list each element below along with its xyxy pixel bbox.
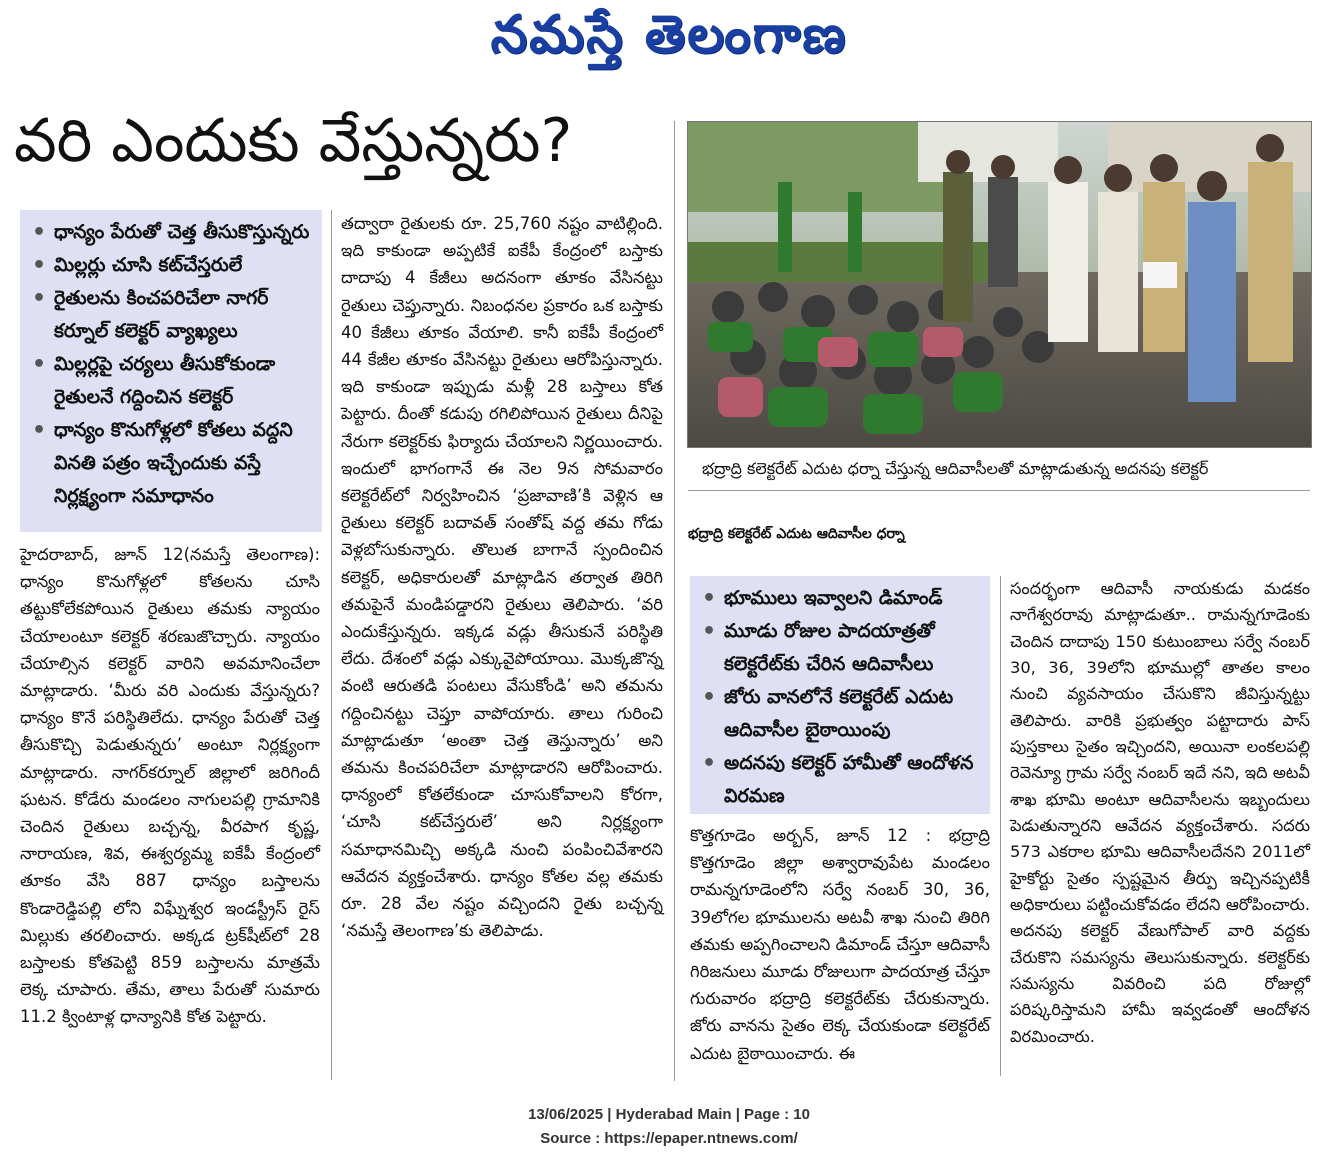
column-divider: [331, 210, 332, 1080]
article2-column-2: [1010, 576, 1310, 1050]
footer-source: Source : https://epaper.ntnews.com/: [540, 1130, 798, 1147]
footer-date-edition: 13/06/2025 | Hyderabad Main | Page : 10: [528, 1106, 810, 1123]
article1-highlights-box: [20, 210, 322, 532]
article2-body-text: కొత్తగూడెం అర్బన్‌, జూన్‌ 12 : భద్రాద్రి కొత్తగూడెం జిల్లా అశ్వారావుపేట మండలం రామన్నగూడెంలోని సర్వే నంబర్‌ 30, 36, 39లోగల భూములను అటవీ శాఖ నుంచి తిరిగి తమకు అప్పగించాలని డిమాండ్‌ చేస్తూ ఆదివాసీ గిరిజనులు మూడు రోజులుగా పాదయాత్ర చేస్తూ గురువారం భద్రాద్రి కలెక్టరేట్‌కు చేరుకున్నారు. జోరు వానను సైతం లెక్క చేయకుండా కలెక్టరేట్‌ ఎదుట బైఠాయించారు. ఈ: [690, 826, 990, 1063]
bullet-icon: •: [702, 586, 717, 611]
bullet-icon: •: [32, 418, 47, 443]
article1-headline: వరి ఎందుకు వేస్తున్నరు?: [14, 106, 573, 176]
highlight-item: • అదనపు కలెక్టర్‌ హామీతో ఆందోళన విరమణ: [698, 747, 986, 813]
highlight-item: • మిల్లర్లు చూసి కట్‌చేస్తరులే: [28, 249, 318, 282]
column-divider: [1000, 576, 1001, 1076]
highlight-item: • మిల్లర్లపై చర్యలు తీసుకోకుండా రైతులనే గద్దించిన కలెక్టర్‌: [28, 348, 318, 414]
article1-body-text: తద్వారా రైతులకు రూ. 25,760 నష్టం వాటిల్లింది. ఇది కాకుండా అప్పటికే ఐకేపీ కేంద్రంలో బస్తాకు దాదాపు 4 కేజీలు అదనంగా తూకం వేసినట్టు రైతులు చెప్తున్నారు. నిబంధనల ప్రకారం ఒక బస్తాకు 40 కేజీలు తూకం వేయాలి. కానీ ఐకేపీ కేంద్రంలో 44 కేజీల తూకం వేసినట్టు రైతులు ఆరోపిస్తున్నారు. ఇది కాకుండా ఇప్పుడు మళ్లీ 28 బస్తాలు కోత పెట్టారు. దీంతో కడుపు రగిలిపోయిన రైతులు దీనిపై నేరుగా కలెక్టర్‌కు ఫిర్యాదు చేయాలని నిర్ణయించారు. ఇందులో భాగంగానే ఈ నెల 9న సోమవారం కలెక్టరేట్‌లో నిర్వహించిన ‘ప్రజావాణి’కి వెళ్లిన ఆ రైతులు కలెక్టర్‌ బదావత్‌ సంతోష్‌ వద్ద తమ గోడు వెళ్లబోసుకున్నారు. తొలుత బాగానే స్పందించిన కలెక్టర్‌, అధికారులతో మాట్లాడిన తర్వాత తిరిగి తమపైనే మండిపడ్డారని రైతులు తెలిపారు. ‘వరి ఎందుకేస్తున్నరు. ఇక్కడ వడ్లు తీసుకునే పరిస్థితి లేదు. దేశంలో వడ్లు ఎక్కువైపోయాయి. మొక్కజొన్న వంటి ఆరుతడి పంటలు వేసుకోండి’ అని తమను గద్దించినట్టు చెప్తూ వాపోయారు. తాలు గురించి మాట్లాడుతూ ‘అంతా చెత్త తెస్తున్నారు’ అని తమను కించపరిచేలా మాట్లాడారని ఆరోపించారు. ధాన్యంలో కోతలేకుండా చూసుకోవాలని కోరగా, ‘చూసి కట్‌చేస్తరులే’ అని నిర్లక్ష్యంగా సమాధానమిచ్చి అక్కడి నుంచి పంపించివేశారని ఆవేదన వ్యక్తంచేశారు. ధాన్యం కోతల వల్ల తమకు రూ. 28 వేల నష్టం వచ్చిందని రైతు బచ్చన్న ‘నమస్తే తెలంగాణ’కు తెలిపాడు.: [341, 214, 663, 941]
section-divider: [674, 121, 675, 1081]
highlight-item: • రైతులను కించపరిచేలా నాగర్‌ కర్నూల్‌ కలెక్టర్‌ వ్యాఖ్యలు: [28, 282, 318, 348]
newspaper-logo: నమస్తే తెలంగాణ: [490, 4, 848, 65]
highlight-item: • జోరు వానలోనే కలెక్టరేట్‌ ఎదుట ఆదివాసీల బైఠాయింపు: [698, 681, 986, 747]
photo-caption: భద్రాద్రి కలెక్టరేట్‌ ఎదుట ధర్నా చేస్తున్న ఆదివాసీలతో మాట్లాడుతున్న అదనపు కలెక్టర్‌: [702, 459, 1209, 478]
article1-body-text: హైదరాబాద్‌, జూన్‌ 12(నమస్తే తెలంగాణ): ధాన్యం కొనుగోళ్లలో కోతలను చూసి తట్టుకోలేకపోయిన రైతులు తమకు న్యాయం చేయాలంటూ కలెక్టర్‌ శరణుజొచ్చారు. న్యాయం చేయాల్సిన కలెక్టర్‌ వారిని అవమానించేలా మాట్లాడారు. ‘మీరు వరి ఎందుకు వేస్తున్నరు? ధాన్యం కొనే పరిస్థితిలేదు. ధాన్యం పేరుతో చెత్త తీసుకొచ్చి పెడుతున్నరు’ అంటూ నిర్లక్ష్యంగా మాట్లాడారు. నాగర్‌కర్నూల్‌ జిల్లాలో జరిగిందీ ఘటన. కోడేరు మండలం నాగులపల్లి గ్రామానికి చెందిన రైతులు బచ్చన్న, వీరపాగ కృష్ణ, నారాయణ, శివ, ఈశ్వర్యమ్మ ఐకేపీ కేంద్రంలో తూకం వేసి 887 ధాన్యం బస్తాలను కొండారెడ్డిపల్లి లోని విఘ్నేశ్వర ఇండస్ట్రీస్‌ రైస్‌ మిల్లుకు తరలించారు. అక్కడ ట్రక్‌షీట్‌లో 28 బస్తాలకు కోతపెట్టి 859 బస్తాలను మాత్రమే లెక్క చూపారు. తేమ, తాలు పేరుతో సుమారు 11.2 క్వింటాళ్ల ధాన్యానికి కోత పెట్టారు.: [20, 545, 320, 1027]
bullet-icon: •: [32, 286, 47, 311]
highlight-item: • ధాన్యం పేరుతో చెత్త తీసుకొస్తున్నరు: [28, 216, 318, 249]
article1-column-1: [20, 541, 320, 1031]
masthead: [0, 0, 1338, 82]
highlight-item: • భూములు ఇవ్వాలని డిమాండ్‌: [698, 582, 986, 615]
bullet-icon: •: [32, 253, 47, 278]
article2-highlights-box: [690, 576, 990, 814]
highlight-item: • మూడు రోజుల పాదయాత్రతో కలెక్టరేట్‌కు చేరిన ఆదివాసీలు: [698, 615, 986, 681]
protest-photo: [688, 122, 1311, 447]
highlight-item: • ధాన్యం కొనుగోళ్లలో కోతలు వద్దని వినతి పత్రం ఇచ్చేందుకు వస్తే నిర్లక్ష్యంగా సమాధానం: [28, 414, 318, 513]
article2-column-1: [690, 822, 990, 1067]
article1-column-2: [341, 210, 663, 944]
article2-headline: భద్రాద్రి కలెక్టరేట్‌ ఎదుట ఆదివాసీల ధర్నా: [688, 526, 905, 542]
bullet-icon: •: [32, 220, 47, 245]
article2-body-text: సందర్భంగా ఆదివాసీ నాయకుడు మడకం నాగేశ్వరరావు మాట్లాడుతూ.. రామన్నగూడెంకు చెందిన దాదాపు 150 కుటుంబాలు సర్వే నంబర్‌ 30, 36, 39లోని భూముల్లో తాతల కాలం నుంచి వ్యవసాయం చేసుకొని జీవిస్తున్నట్టు తెలిపారు. వారికి ప్రభుత్వం పట్టాదారు పాస్‌ పుస్తకాలు సైతం ఇచ్చిందని, అయినా లంకలపల్లి రెవెన్యూ గ్రామ సర్వే నంబర్‌ ఇదే నని, ఇది అటవీ శాఖ భూమి అంటూ ఆదివాసీలను ఇబ్బందులు పెడుతున్నారని ఆవేదన వ్యక్తంచేశారు. సదరు 573 ఎకరాల భూమి ఆదివాసీలదేనని 2011లో హైకోర్టు సైతం స్పష్టమైన తీర్పు ఇచ్చినప్పటికీ అధికారులు పట్టించుకోవడం లేదని ఆరోపించారు. అదనపు కలెక్టర్‌ వేణుగోపాల్‌ వారి వద్దకు చేరుకొని సమస్యను తెలుసుకున్నారు. కలెక్టర్‌కు సమస్యను వివరించి పది రోజుల్లో పరిష్కరిస్తామని హామీ ఇవ్వడంతో ఆందోళన విరమించారు.: [1010, 579, 1310, 1046]
bullet-icon: •: [702, 619, 717, 644]
bullet-icon: •: [702, 751, 717, 776]
bullet-icon: •: [702, 685, 717, 710]
bullet-icon: •: [32, 352, 47, 377]
caption-rule: [688, 490, 1310, 491]
news-photo: [687, 121, 1312, 448]
